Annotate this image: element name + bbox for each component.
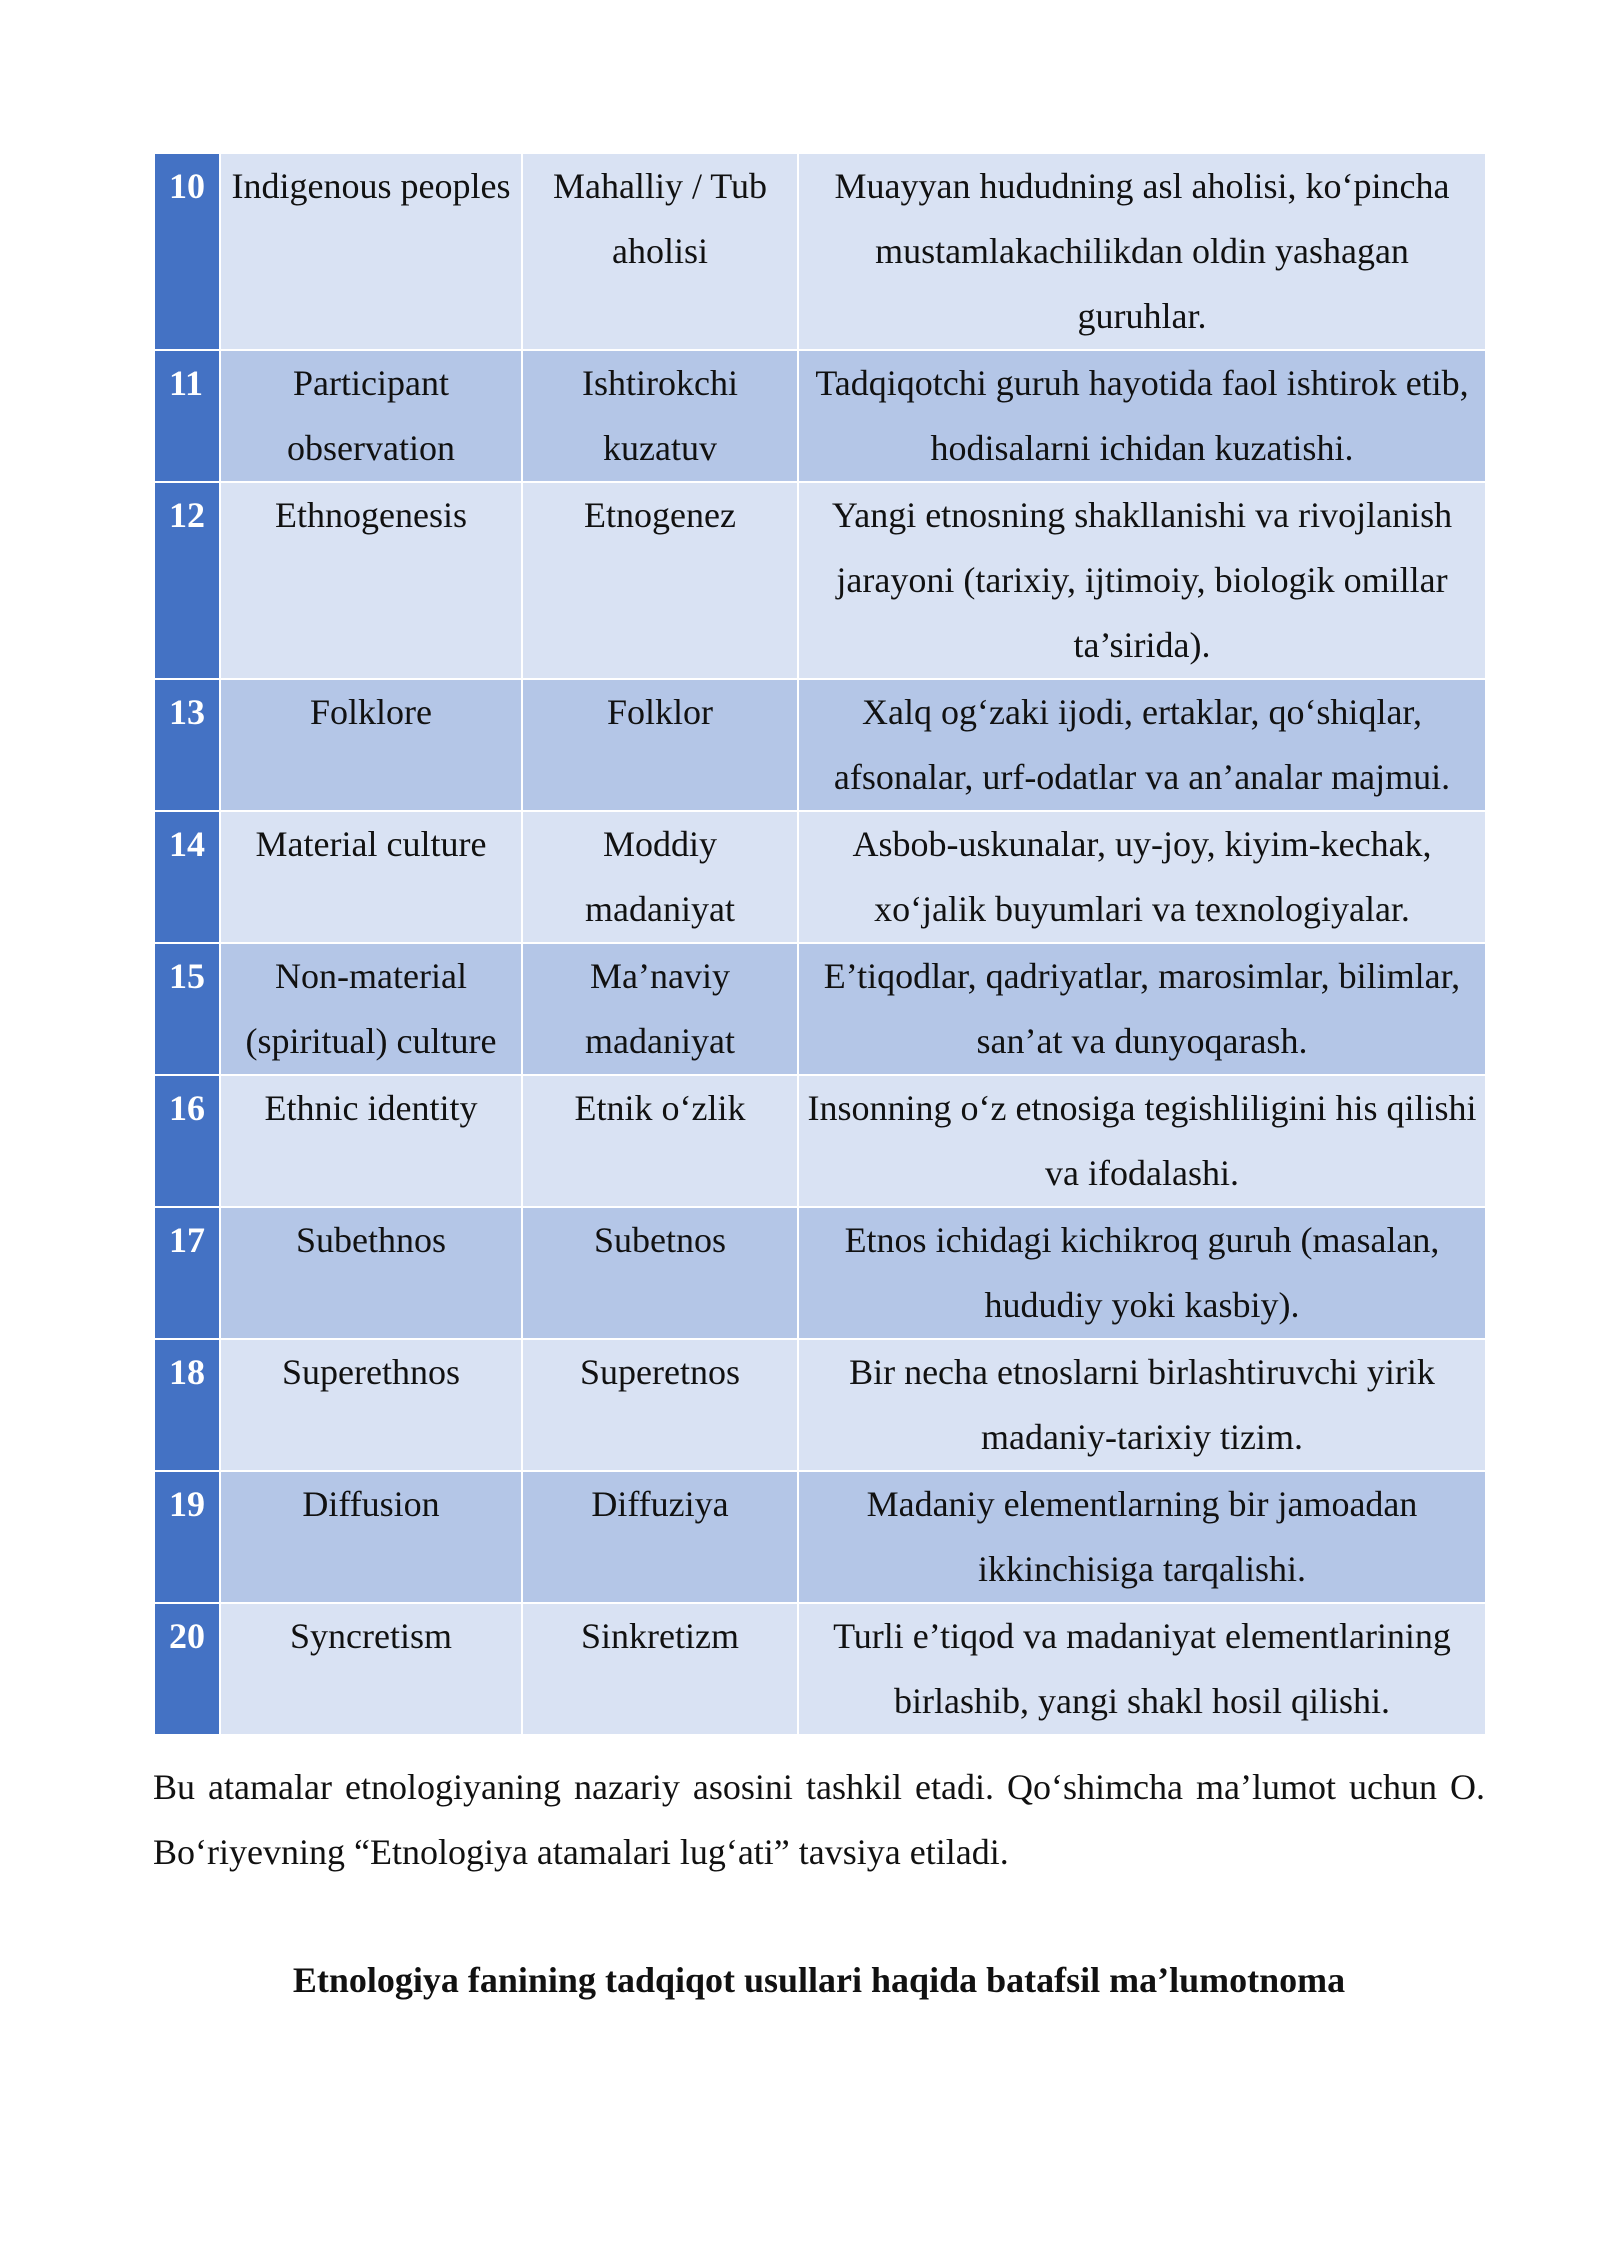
table-row: [154, 1471, 1486, 1603]
term-definition: Asbob-uskunalar, uy-joy, kiyim-kechak, xo‘jalik buyumlari va texnologiyalar.: [798, 811, 1486, 943]
uzbek-term: Ishtirokchi kuzatuv: [522, 350, 798, 482]
term-definition: Turli e’tiqod va madaniyat elementlarining birlashib, yangi shakl hosil qilishi.: [798, 1603, 1486, 1735]
row-number: 10: [154, 153, 220, 350]
uzbek-term: Etnik o‘zlik: [522, 1075, 798, 1207]
english-term: Ethnogenesis: [220, 482, 522, 679]
uzbek-term: Ma’naviy madaniyat: [522, 943, 798, 1075]
english-term: Superethnos: [220, 1339, 522, 1471]
term-definition: Insonning o‘z etnosiga tegishliligini his qilishi va ifodalashi.: [798, 1075, 1486, 1207]
row-number: 16: [154, 1075, 220, 1207]
english-term: Indigenous peoples: [220, 153, 522, 350]
uzbek-term: Folklor: [522, 679, 798, 811]
table-row: [154, 679, 1486, 811]
row-number: 11: [154, 350, 220, 482]
term-definition: Muayyan hududning asl aholisi, ko‘pincha mustamlakachilikdan oldin yashagan guruhlar.: [798, 153, 1486, 350]
table-row: [154, 943, 1486, 1075]
row-number: 14: [154, 811, 220, 943]
english-term: Material culture: [220, 811, 522, 943]
uzbek-term: Subetnos: [522, 1207, 798, 1339]
body-paragraph: Bu atamalar etnologiyaning nazariy asosini tashkil etadi. Qo‘shimcha ma’lumot uchun O. Bo‘riyevning “Etnologiya atamalari lug‘ati” tavsiya etiladi.: [153, 1767, 1485, 1872]
section-heading: Etnologiya fanining tadqiqot usullari haqida batafsil ma’lumotnoma: [292, 1960, 1346, 2000]
term-definition: Madaniy elementlarning bir jamoadan ikkinchisiga tarqalishi.: [798, 1471, 1486, 1603]
term-definition: Tadqiqotchi guruh hayotida faol ishtirok etib, hodisalarni ichidan kuzatishi.: [798, 350, 1486, 482]
row-number: 18: [154, 1339, 220, 1471]
english-term: Ethnic identity: [220, 1075, 522, 1207]
uzbek-term: Moddiy madaniyat: [522, 811, 798, 943]
table-row: [154, 811, 1486, 943]
term-definition: Etnos ichidagi kichikroq guruh (masalan, hududiy yoki kasbiy).: [798, 1207, 1486, 1339]
table-row: [154, 1207, 1486, 1339]
row-number: 12: [154, 482, 220, 679]
uzbek-term: Etnogenez: [522, 482, 798, 679]
row-number: 20: [154, 1603, 220, 1735]
term-definition: Bir necha etnoslarni birlashtiruvchi yirik madaniy-tarixiy tizim.: [798, 1339, 1486, 1471]
uzbek-term: Superetnos: [522, 1339, 798, 1471]
row-number: 13: [154, 679, 220, 811]
table-row: [154, 1603, 1486, 1735]
term-definition: E’tiqodlar, qadriyatlar, marosimlar, bilimlar, san’at va dunyoqarash.: [798, 943, 1486, 1075]
uzbek-term: Diffuziya: [522, 1471, 798, 1603]
terms-table-body: [154, 153, 1486, 1735]
table-row: [154, 350, 1486, 482]
table-row: [154, 482, 1486, 679]
english-term: Syncretism: [220, 1603, 522, 1735]
row-number: 17: [154, 1207, 220, 1339]
table-row: [154, 153, 1486, 350]
english-term: Participant observation: [220, 350, 522, 482]
uzbek-term: Mahalliy / Tub aholisi: [522, 153, 798, 350]
row-number: 19: [154, 1471, 220, 1603]
row-number: 15: [154, 943, 220, 1075]
term-definition: Yangi etnosning shakllanishi va rivojlanish jarayoni (tarixiy, ijtimoiy, biologik omillar ta’sirida).: [798, 482, 1486, 679]
english-term: Folklore: [220, 679, 522, 811]
english-term: Non-material (spiritual) culture: [220, 943, 522, 1075]
english-term: Diffusion: [220, 1471, 522, 1603]
uzbek-term: Sinkretizm: [522, 1603, 798, 1735]
english-term: Subethnos: [220, 1207, 522, 1339]
terms-table: [153, 152, 1487, 1736]
term-definition: Xalq og‘zaki ijodi, ertaklar, qo‘shiqlar, afsonalar, urf-odatlar va an’analar majmui.: [798, 679, 1486, 811]
table-row: [154, 1075, 1486, 1207]
table-row: [154, 1339, 1486, 1471]
